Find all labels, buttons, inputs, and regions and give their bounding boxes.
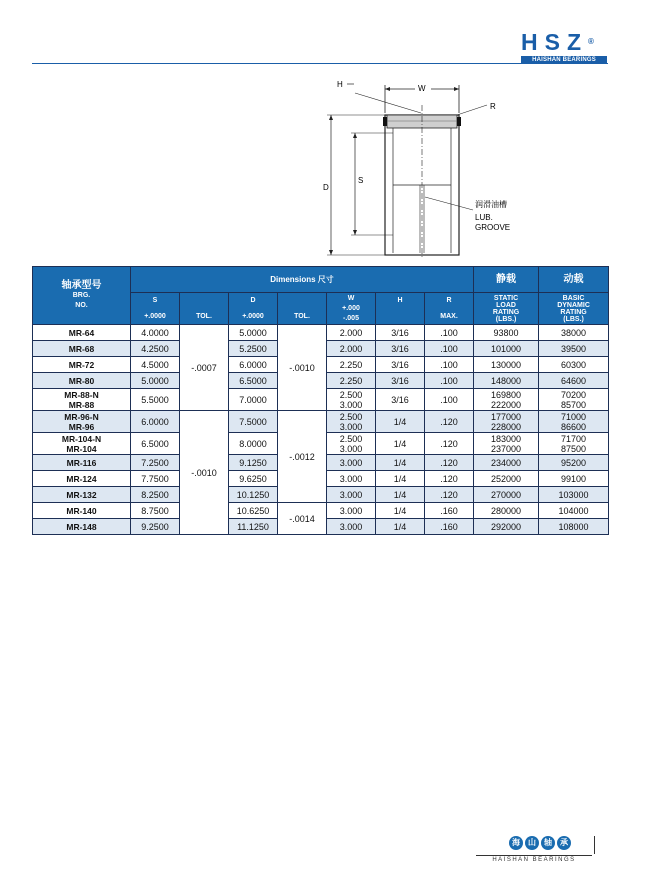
footer-glyph: 轴 [541,836,555,850]
table-row: MR-68 4.2500 5.2500 2.000 3/16 .100 101000 39500 [33,341,609,357]
footer-glyph: 承 [557,836,571,850]
header-tol-2: TOL. [278,293,327,325]
logo-text: HSZ [521,29,588,55]
header-static-cn: 静载 [474,267,539,293]
table-row: MR-116 7.2500 9.1250 3.000 1/4 .120 234000 95200 [33,455,609,471]
header-dynamic: BASIC DYNAMIC RATING (LBS.) [539,293,609,325]
table-row: MR-80 5.0000 6.5000 2.250 3/16 .100 148000 64600 [33,373,609,389]
table-row: MR-132 8.2500 10.1250 3.000 1/4 .120 270000 103000 [33,487,609,503]
registered-mark: ® [588,37,594,46]
header-w: W +.000 -.005 [327,293,376,325]
header-dimensions: Dimensions 尺寸 [131,267,474,293]
footer-separator [594,836,595,854]
label-s: S [358,176,364,185]
table-row: MR-124 7.7500 9.6250 3.000 1/4 .120 252000 99100 [33,471,609,487]
logo-band: HAISHAN BEARINGS [521,56,607,64]
label-w: W [418,84,426,93]
spec-table [32,266,609,535]
tol-d-group-2: -.0012 [278,411,327,503]
brand-logo [521,30,607,64]
footer-glyph: 海 [509,836,523,850]
footer-rule [476,855,592,856]
header-h: H [376,293,425,325]
tol-s-group-1: -.0007 [180,325,229,411]
groove-label-en-1: LUB. [475,213,493,222]
table-row: MR-72 4.5000 6.0000 2.250 3/16 .100 130000 60300 [33,357,609,373]
table-row: MR-96-N MR-96 6.0000 -.0010 7.5000 -.0012 2.500 3.000 1/4 .120 177000 228000 71000 86600 [33,411,609,433]
table-row: MR-148 9.2500 11.1250 3.000 1/4 .160 292000 108000 [33,519,609,535]
table-row: MR-140 8.7500 10.6250 -.0014 3.000 1/4 .160 280000 104000 [33,503,609,519]
header-r: R MAX. [425,293,474,325]
header-tol-1: TOL. [180,293,229,325]
header-d: D +.0000 [229,293,278,325]
footer-logo [509,836,571,850]
header-static: STATIC LOAD RATING (LBS.) [474,293,539,325]
label-h: H [337,80,343,89]
label-d: D [323,183,329,192]
groove-label-en-2: GROOVE [475,223,511,232]
header-dynamic-cn: 动载 [539,267,609,293]
tol-s-group-2: -.0010 [180,411,229,535]
footer-text: HAISHAN BEARINGS [492,857,576,863]
header-s: S +.0000 [131,293,180,325]
table-row: MR-64 4.0000 -.0007 5.0000 -.0010 2.000 3/16 .100 93800 38000 [33,325,609,341]
tol-d-group-3: -.0014 [278,503,327,535]
table-row: MR-88-N MR-88 5.5000 7.0000 2.500 3.000 3/16 .100 169800 222000 70200 85700 [33,389,609,411]
label-r: R [490,102,496,111]
header-model: 轴承型号 BRG. NO. [33,267,131,325]
groove-label-cn: 润滑油槽 [475,200,507,209]
table-row: MR-104-N MR-104 6.5000 8.0000 2.500 3.000 1/4 .120 183000 237000 71700 87500 [33,433,609,455]
bearing-drawing [315,75,525,265]
tol-d-group-1: -.0010 [278,325,327,411]
footer-glyph: 山 [525,836,539,850]
bearing-drawing-svg [315,75,525,260]
header-rule [32,63,608,64]
